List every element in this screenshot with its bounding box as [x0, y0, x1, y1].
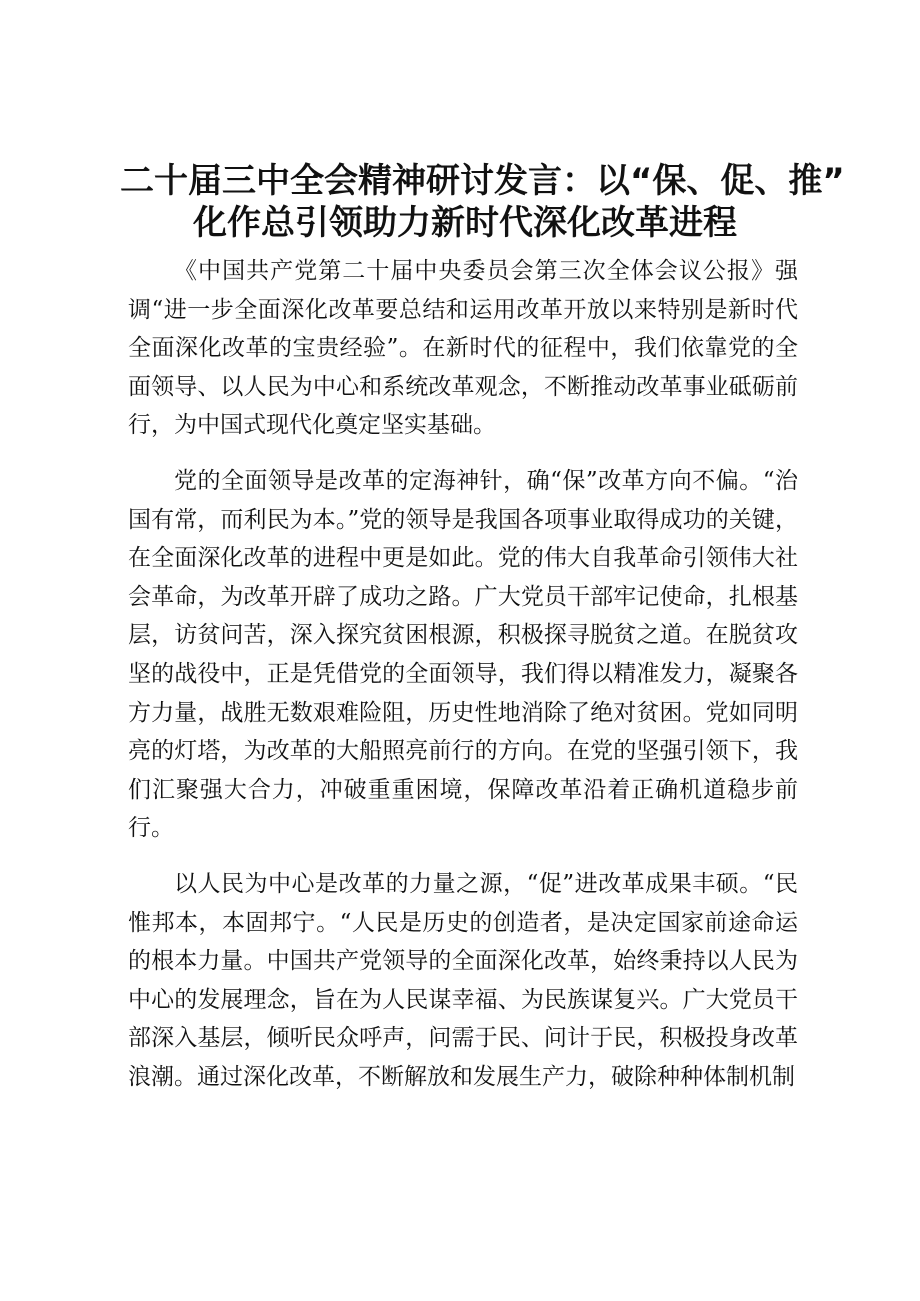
paragraph-people-centered: 以人民为中心是改革的力量之源，“促”进改革成果丰硕。“民惟邦本，本固邦宁。“人民是历史的创造者，是决定国家前途命运的根本力量。中国共产党领导的全面深化改革，始终秉持以人民为中心的发展理念，旨在为人民谋幸福、为民族谋复兴。广大党员干部深入基层，倾听民众呼声，问需于民、问计于民，积极投身改革浪潮。通过深化改革，不断解放和发展生产力，破除种种体制机制: [128, 870, 798, 1090]
paragraph-intro: 《中国共产党第二十届中央委员会第三次全体会议公报》强调“进一步全面深化改革要总结和运用改革开放以来特别是新时代全面深化改革的宝贵经验”。在新时代的征程中，我们依靠党的全面领导、以人民为中心和系统改革观念，不断推动改革事业砥砺前行，为中国式现代化奠定坚实基础。: [128, 258, 798, 439]
document-title: [120, 160, 845, 244]
document-body: [128, 252, 798, 1113]
paragraph-party-leadership: 党的全面领导是改革的定海神针，确“保”改革方向不偏。“治国有常，而利民为本。”党的领导是我国各项事业取得成功的关键，在全面深化改革的进程中更是如此。党的伟大自我革命引领伟大社会革命，为改革开辟了成功之路。广大党员干部牢记使命，扎根基层，访贫问苦，深入探究贫困根源，积极探寻脱贫之道。在脱贫攻坚的战役中，正是凭借党的全面领导，我们得以精准发力，凝聚各方力量，战胜无数艰难险阻，历史性地消除了绝对贫困。党如同明亮的灯塔，为改革的大船照亮前行的方向。在党的坚强引领下，我们汇聚强大合力，冲破重重困境，保障改革沿着正确机道稳步前行。: [128, 467, 798, 842]
title-line-2: 化作总引领助力新时代深化改革进程: [193, 203, 737, 243]
title-line-1: 二十届三中全会精神研讨发言：以“保、促、推”: [120, 161, 845, 201]
